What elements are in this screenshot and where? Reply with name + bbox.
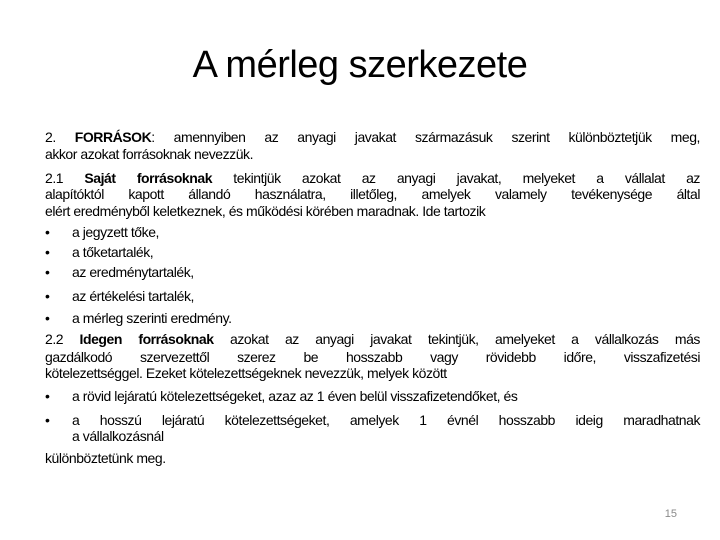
p1-line1 (45, 129, 700, 146)
p1-line2: akkor azokat forrásoknak nevezzük. (45, 146, 254, 162)
p2-line3: elért eredményből keletkeznek, és működési körében maradnak. Ide tartozik (45, 203, 486, 219)
p1-num: 2. (45, 129, 75, 145)
p3-bold: Idegen forrásoknak (79, 331, 214, 347)
p1-bold: FORRÁSOK (74, 129, 152, 145)
slide-title: A mérleg szerkezete (192, 44, 528, 86)
list-item: a rövid lejáratú kötelezettségeket, azaz az 1 éven belül visszafizetendőket, és (72, 388, 518, 404)
p2-line1 (45, 170, 700, 187)
p3-text: azokat az anyagi javakat tekintjük, amelyeket a vállalkozás más (213, 331, 700, 347)
p2-text: tekintjük azokat az anyagi javakat, melyeket a vállalat az (212, 170, 700, 186)
page-number: 15 (664, 508, 677, 520)
bullet-icon: • (45, 310, 50, 326)
p3-line1 (45, 331, 700, 348)
p3-line3: kötelezettséggel. Ezeket kötelezettségeknek nevezzük, melyek között (45, 365, 447, 381)
p1-text: : amennyiben az anyagi javakat származásuk szerint különböztetjük meg, (151, 129, 700, 145)
list-item: a tőketartalék, (72, 244, 154, 260)
p3-line2: gazdálkodó szervezettől szerez be hosszabb vagy rövidebb időre, visszafizetési (45, 349, 700, 365)
list-item: a jegyzett tőke, (72, 224, 159, 240)
list-item: az eredménytartalék, (72, 264, 194, 280)
list-item: a mérleg szerinti eredmény. (72, 310, 232, 326)
list-item: az értékelési tartalék, (72, 288, 194, 304)
list-item: a hosszú lejáratú kötelezettségeket, amelyek 1 évnél hosszabb ideig maradhatnak (72, 412, 700, 428)
p3-num: 2.2 (45, 331, 80, 347)
p2-num: 2.1 (45, 170, 85, 186)
bullet-icon: • (45, 388, 50, 404)
bullet-icon: • (45, 264, 50, 280)
bullet-icon: • (45, 224, 50, 240)
list-item-continuation: a vállalkozásnál (72, 428, 164, 444)
bullet-icon: • (45, 412, 50, 428)
p2-line2: alapítóktól kapott állandó használatra, illetőleg, amelyek valamely tevékenysége által (45, 186, 700, 202)
bullet-icon: • (45, 288, 50, 304)
closing-line: különböztetünk meg. (45, 450, 166, 466)
bullet-icon: • (45, 244, 50, 260)
p2-bold: Saját forrásoknak (84, 170, 213, 186)
